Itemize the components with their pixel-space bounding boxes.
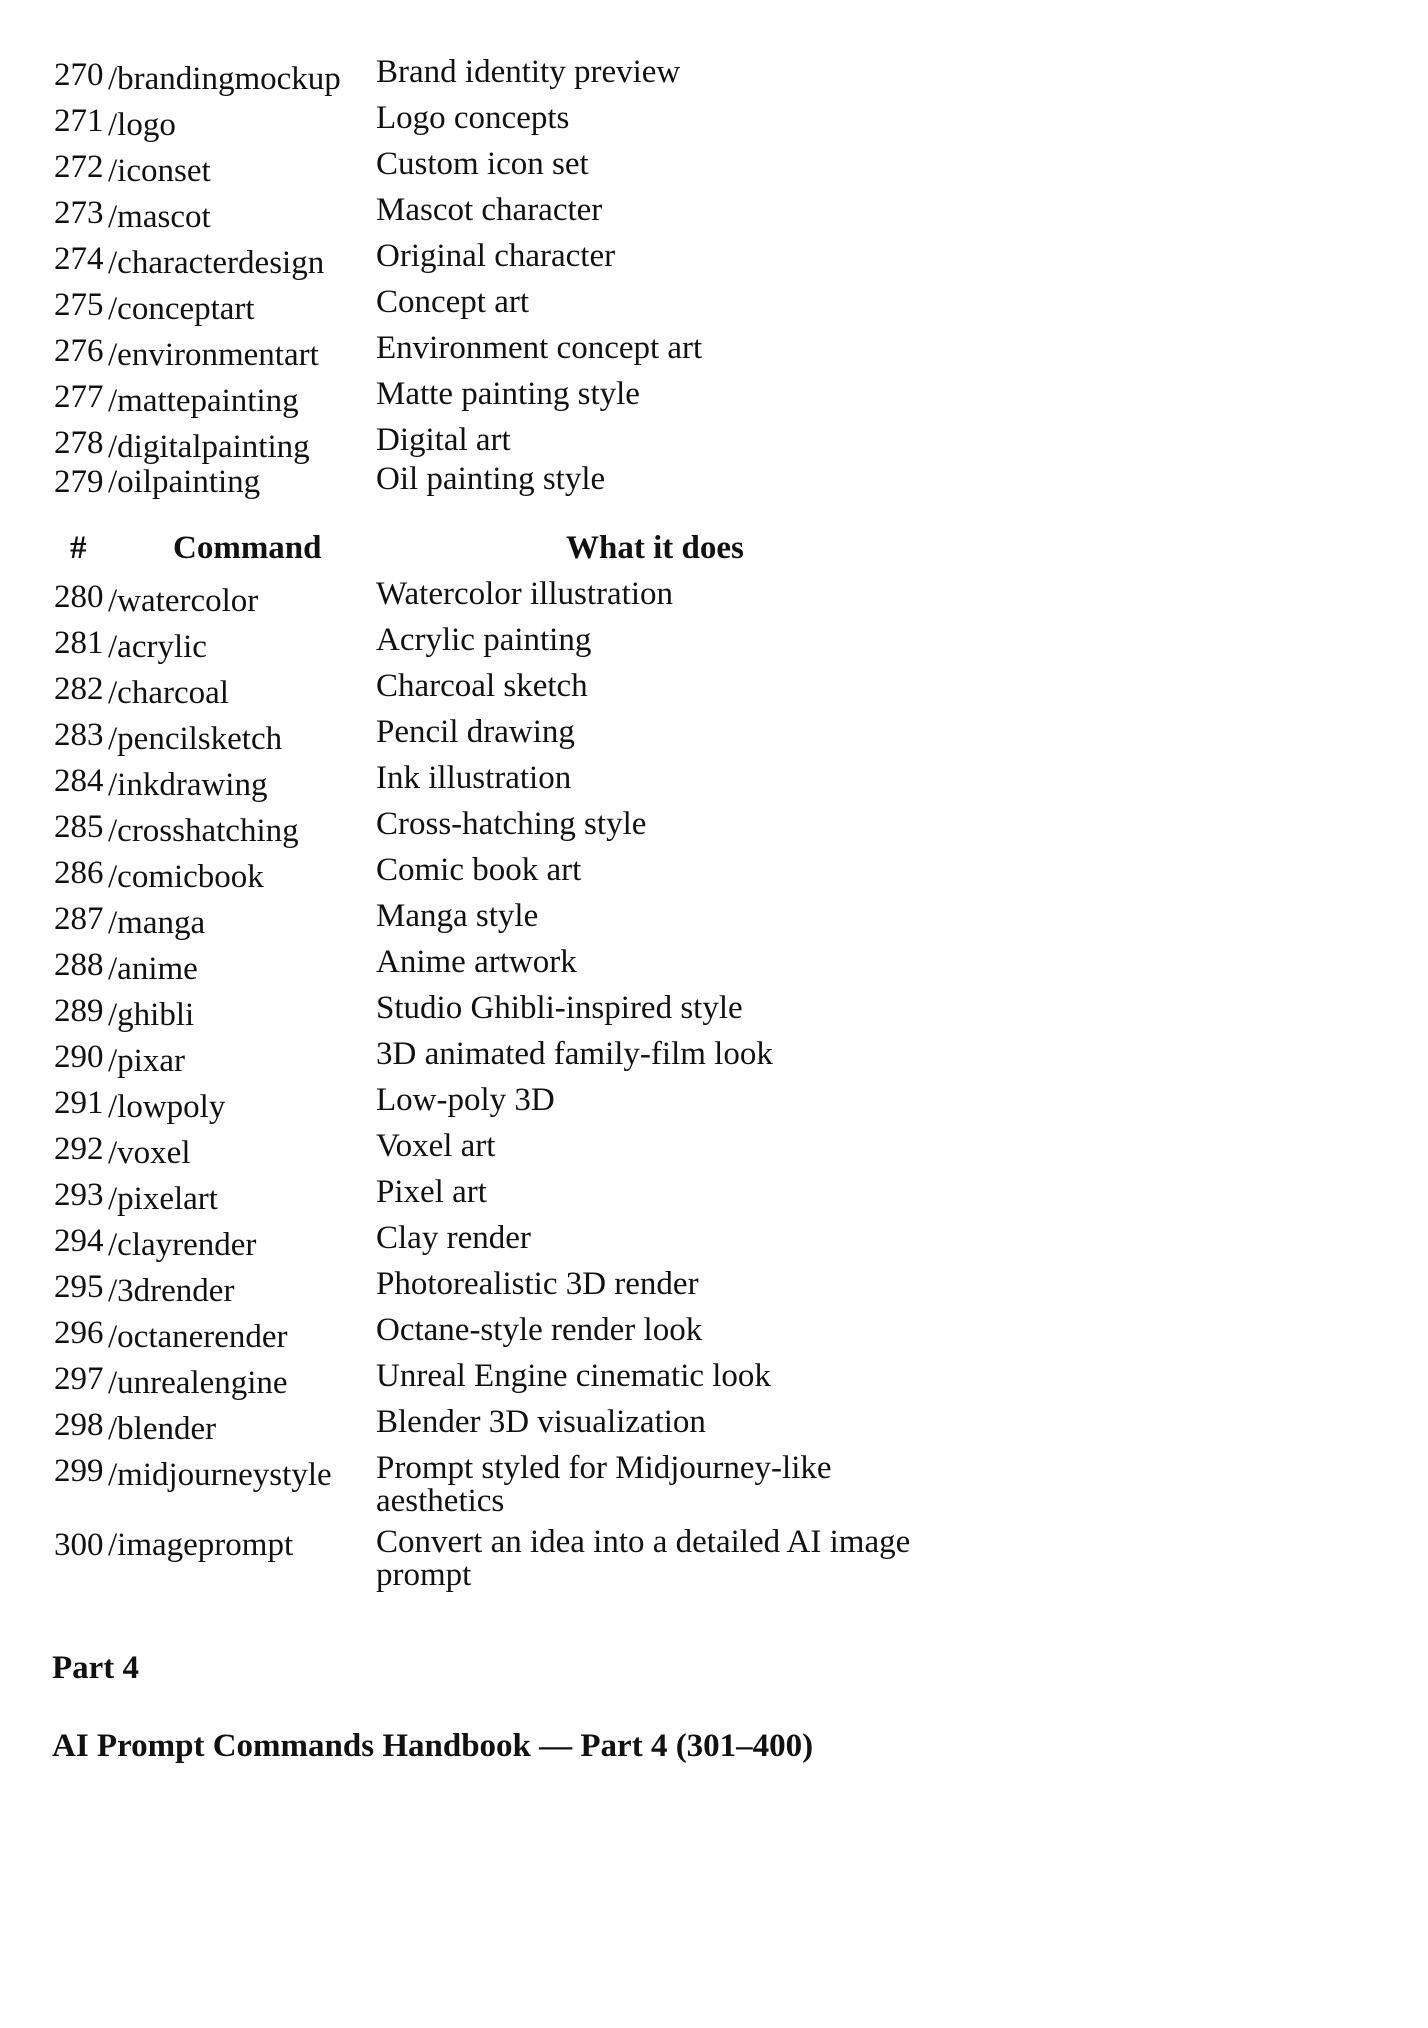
row-command: /imageprompt — [108, 1527, 294, 1563]
row-command: /digitalpainting — [108, 429, 310, 465]
row-number: 286 — [54, 855, 104, 891]
row-command: /inkdrawing — [108, 767, 268, 803]
row-number: 287 — [54, 901, 104, 937]
handbook-title: AI Prompt Commands Handbook — Part 4 (301–400) — [52, 1728, 814, 1764]
row-command: /oilpainting — [108, 464, 261, 500]
row-description: Low-poly 3D — [376, 1082, 555, 1118]
row-command: /voxel — [108, 1135, 191, 1171]
row-description: 3D animated family-film look — [376, 1036, 773, 1072]
row-description: Concept art — [376, 284, 530, 320]
row-number: 279 — [54, 464, 104, 500]
table-row — [0, 1526, 1000, 1606]
row-number: 298 — [54, 1407, 104, 1443]
row-command: /charcoal — [108, 675, 229, 711]
row-command: /lowpoly — [108, 1089, 226, 1125]
row-description: Acrylic painting — [376, 622, 592, 658]
row-description: Clay render — [376, 1220, 531, 1256]
row-description: Prompt styled for Midjourney-like aesthetics — [376, 1450, 832, 1519]
row-description: Matte painting style — [376, 376, 640, 412]
row-description: Charcoal sketch — [376, 668, 588, 704]
row-command: /unrealengine — [108, 1365, 288, 1401]
row-command: /blender — [108, 1411, 217, 1447]
table-row — [0, 1452, 1000, 1532]
header-what-it-does: What it does — [566, 530, 744, 566]
row-number: 289 — [54, 993, 104, 1029]
row-number: 295 — [54, 1269, 104, 1305]
row-command: /mattepainting — [108, 383, 299, 419]
row-number: 274 — [54, 241, 104, 277]
row-number: 288 — [54, 947, 104, 983]
row-command: /3drender — [108, 1273, 235, 1309]
row-number: 285 — [54, 809, 104, 845]
row-number: 296 — [54, 1315, 104, 1351]
row-description: Oil painting style — [376, 461, 606, 497]
row-command: /ghibli — [108, 997, 195, 1033]
row-number: 276 — [54, 333, 104, 369]
row-number: 294 — [54, 1223, 104, 1259]
row-description: Blender 3D visualization — [376, 1404, 706, 1440]
row-command: /anime — [108, 951, 198, 987]
row-command: /pencilsketch — [108, 721, 283, 757]
row-description: Voxel art — [376, 1128, 496, 1164]
table-row — [0, 463, 1000, 523]
row-command: /clayrender — [108, 1227, 257, 1263]
row-command: /midjourneystyle — [108, 1457, 332, 1493]
row-description: Studio Ghibli-inspired style — [376, 990, 743, 1026]
row-number: 282 — [54, 671, 104, 707]
row-number: 300 — [54, 1527, 104, 1563]
row-description: Logo concepts — [376, 100, 570, 136]
header-command: Command — [173, 530, 322, 566]
row-description: Brand identity preview — [376, 54, 681, 90]
row-description: Custom icon set — [376, 146, 589, 182]
row-description: Convert an idea into a detailed AI image prompt — [376, 1524, 911, 1593]
row-description: Unreal Engine cinematic look — [376, 1358, 771, 1394]
row-description: Comic book art — [376, 852, 582, 888]
row-description: Manga style — [376, 898, 539, 934]
row-description: Pencil drawing — [376, 714, 575, 750]
row-number: 272 — [54, 149, 104, 185]
row-command: /pixar — [108, 1043, 185, 1079]
row-number: 277 — [54, 379, 104, 415]
row-description: Environment concept art — [376, 330, 703, 366]
row-number: 292 — [54, 1131, 104, 1167]
row-command: /mascot — [108, 199, 211, 235]
row-description: Cross-hatching style — [376, 806, 647, 842]
row-description: Watercolor illustration — [376, 576, 673, 612]
row-number: 273 — [54, 195, 104, 231]
row-command: /environmentart — [108, 337, 319, 373]
row-number: 278 — [54, 425, 104, 461]
row-command: /characterdesign — [108, 245, 325, 281]
row-command: /brandingmockup — [108, 61, 341, 97]
row-command: /pixelart — [108, 1181, 218, 1217]
row-description: Digital art — [376, 422, 511, 458]
row-number: 293 — [54, 1177, 104, 1213]
row-number: 281 — [54, 625, 104, 661]
row-description: Photorealistic 3D render — [376, 1266, 699, 1302]
row-description: Octane-style render look — [376, 1312, 703, 1348]
row-number: 291 — [54, 1085, 104, 1121]
row-command: /manga — [108, 905, 206, 941]
row-number: 270 — [54, 57, 104, 93]
row-command: /conceptart — [108, 291, 255, 327]
row-description: Mascot character — [376, 192, 603, 228]
row-command: /octanerender — [108, 1319, 288, 1355]
row-command: /comicbook — [108, 859, 264, 895]
row-number: 271 — [54, 103, 104, 139]
row-number: 280 — [54, 579, 104, 615]
row-command: /crosshatching — [108, 813, 299, 849]
row-number: 283 — [54, 717, 104, 753]
row-command: /watercolor — [108, 583, 259, 619]
header-number: # — [70, 530, 87, 566]
row-description: Pixel art — [376, 1174, 487, 1210]
row-command: /acrylic — [108, 629, 207, 665]
row-description: Ink illustration — [376, 760, 572, 796]
row-number: 299 — [54, 1453, 104, 1489]
row-number: 284 — [54, 763, 104, 799]
row-description: Original character — [376, 238, 616, 274]
part-label: Part 4 — [52, 1650, 140, 1686]
row-command: /iconset — [108, 153, 211, 189]
row-number: 290 — [54, 1039, 104, 1075]
row-description: Anime artwork — [376, 944, 577, 980]
row-number: 275 — [54, 287, 104, 323]
row-number: 297 — [54, 1361, 104, 1397]
row-command: /logo — [108, 107, 176, 143]
